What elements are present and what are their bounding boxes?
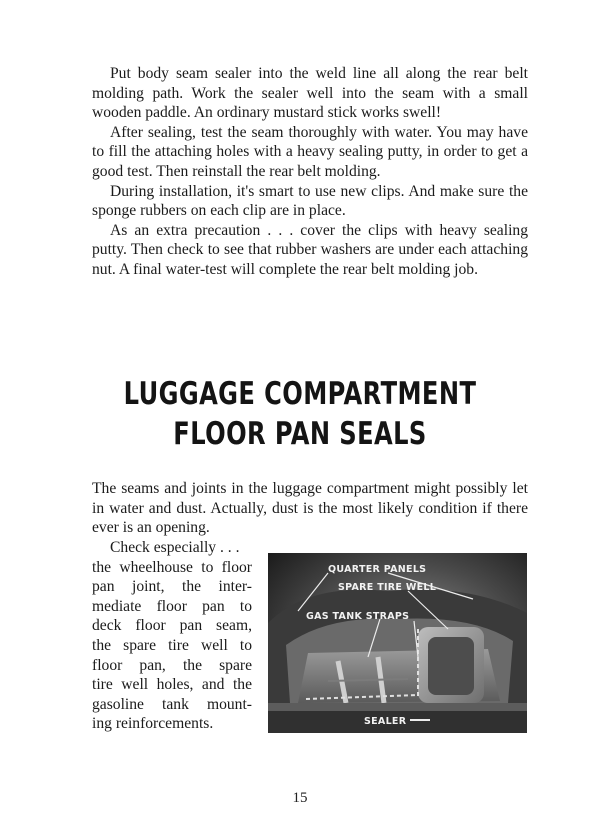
paragraph-extra-precaution: As an extra precaution . . . cover the clips with heavy sealing putty. Then check to see that rubber washers are under each attaching nut. A final water-test will complete the rear belt molding job.: [92, 221, 528, 278]
label-sealer: SEALER: [364, 716, 407, 727]
check-especially-text: [92, 538, 252, 734]
check-line: Check especially . . .: [110, 539, 240, 556]
section-heading: [97, 374, 503, 454]
heading-line-2: FLOOR PAN SEALS: [173, 416, 427, 452]
heading-line-1: LUGGAGE COMPARTMENT: [123, 376, 477, 412]
page-number: 15: [292, 790, 308, 806]
rear-belt-molding-text: [92, 64, 528, 280]
luggage-intro-text: [92, 479, 528, 538]
check-line: mediate floor pan to: [92, 597, 252, 615]
label-quarter-panels: QUARTER PANELS: [328, 564, 427, 575]
label-spare-tire-well: SPARE TIRE WELL: [338, 582, 437, 593]
check-line: pan joint, the inter-: [92, 578, 252, 596]
check-line: tire well holes, and the: [92, 676, 252, 694]
photo-illustration: [268, 553, 527, 733]
paragraph-installation-clips: During installation, it's smart to use new clips. And make sure the sponge rubbers on each clip are in place.: [92, 182, 528, 220]
check-line: ing reinforcements.: [92, 715, 214, 733]
paragraph-seam-sealer: Put body seam sealer into the weld line all along the rear belt molding path. Work the sealer well into the seam with a small wooden paddle. An ordinary mustard stick works swell!: [92, 65, 528, 122]
paragraph-after-sealing: After sealing, test the seam thoroughly with water. You may have to fill the attaching holes with a heavy sealing putty, in order to get a good test. Then reinstall the rear belt molding.: [92, 123, 528, 180]
label-gas-tank-straps: GAS TANK STRAPS: [306, 611, 410, 622]
check-line: deck floor pan seam,: [92, 617, 252, 635]
check-line: the wheelhouse to floor: [92, 558, 252, 576]
check-line: the spare tire well to: [92, 636, 252, 654]
luggage-compartment-photo: [268, 553, 527, 733]
check-line: gasoline tank mount-: [92, 695, 252, 713]
check-line: floor pan, the spare: [92, 656, 252, 674]
paragraph-intro: The seams and joints in the luggage compartment might possibly let in water and dust. Actually, dust is the most likely condition if there ever is an opening.: [92, 480, 528, 537]
